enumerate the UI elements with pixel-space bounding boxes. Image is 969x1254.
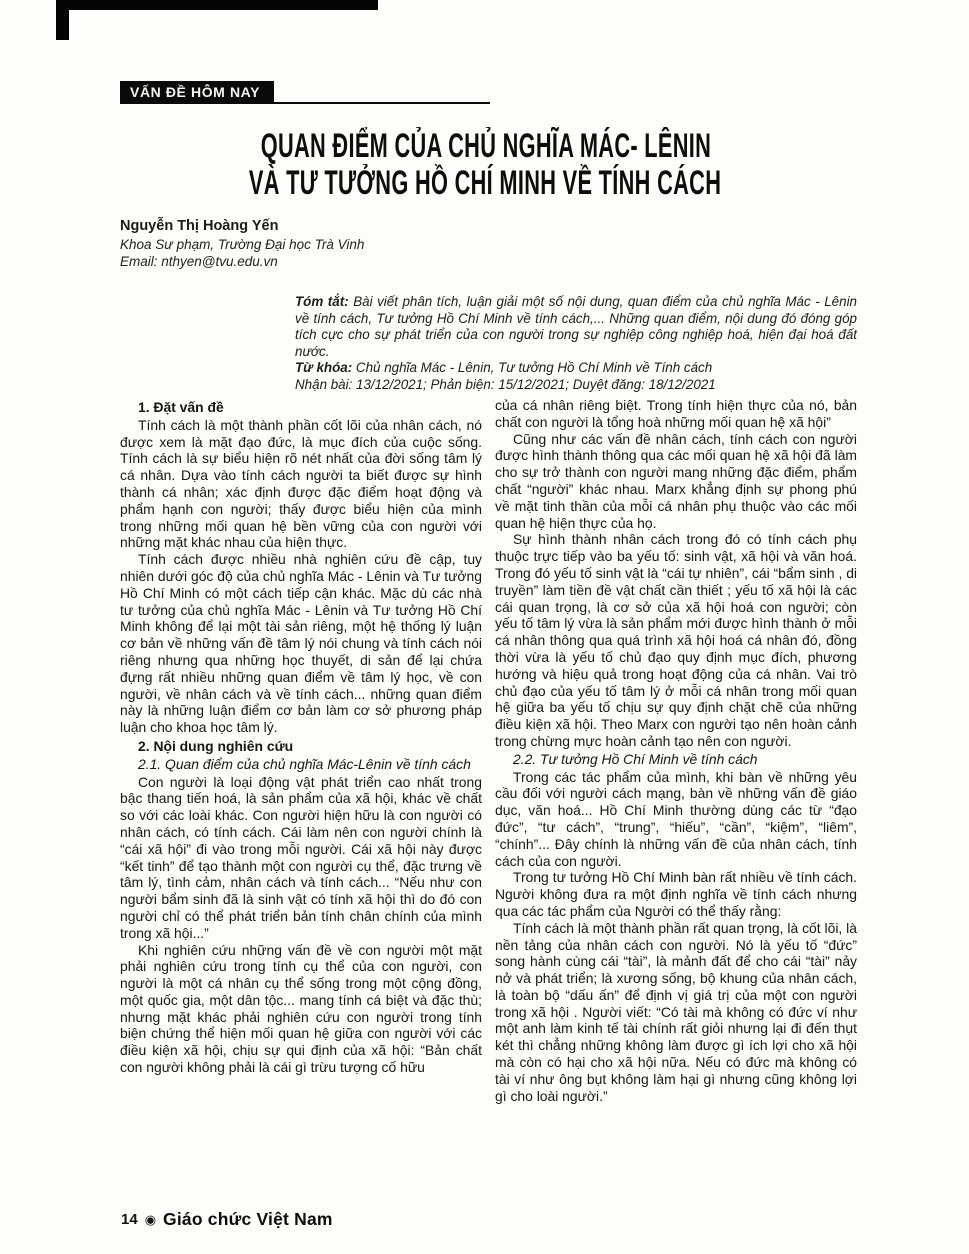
section-rule	[120, 102, 490, 104]
page-footer	[121, 1209, 333, 1230]
abstract-block	[295, 294, 857, 394]
page-number: 14	[121, 1211, 138, 1228]
paragraph: Tính cách được nhiều nhà nghiên cứu đề cập, tuy nhiên dưới góc độ của chủ nghĩa Mác - Lênin và Tư tưởng Hồ Chí Minh có một cách tiếp cận khác. Mặc dù các nhà tư tưởng của chủ nghĩa Mác - Lênin và Tư tưởng Hồ Chí Minh không để lại một tài sản riêng, một hệ thống lý luận cơ bản về những vấn đề tâm lý nói chung và tính cách nói riêng nhưng qua những học thuyết, di sản để lại chứa đựng rất nhiều những quan điểm về tâm lý học, về con người, về nhân cách và về tính cách... những quan điểm này là những luận điểm cơ bản làm cơ sở phương pháp luận cho khoa học tâm lý.	[120, 551, 482, 736]
paragraph: Khi nghiên cứu những vấn đề về con người một mặt phải nghiên cứu trong tính cụ thể của con người, con người là một cá nhân cụ thể sống trong một cộng đồng, một quốc gia, một dân tộc... mang tính cá biệt và đặc thù; nhưng mặt khác phải nghiên cứu con người trong tính biện chứng thể hiện mối quan hệ giữa con người với các điều kiện xã hội, chịu sự qui định của xã hội: “Bản chất con người không phải là cái gì trừu tượng cố hữu	[120, 941, 482, 1076]
subsection-heading-22: 2.2. Tư tưởng Hồ Chí Minh về tính cách	[513, 750, 758, 767]
paragraph: Trong tư tưởng Hồ Chí Minh bàn rất nhiều về tính cách. Người không đưa ra một định nghĩa về tính cách nhưng qua các tác phẩm của Người có thể thấy rằng:	[495, 869, 857, 919]
abstract-text: Bài viết phân tích, luận giải một số nội dung, quan điểm của chủ nghĩa Mác - Lênin về tính cách, Tư tưởng Hồ Chí Minh về tính cách,... Những quan điểm, nội dung đó đóng góp tích cực cho sự phát triển của con người trong sự nghiệp công nghiệp hoá, hiện đại hoá đất nước.	[295, 294, 857, 359]
paragraph: Tính cách là một thành phần rất quan trọng, là cốt lõi, là nền tảng của nhân cách con người. Nó là yếu tố “đức” song hành cùng cái “tài”, là mảnh đất để cho cái “tài” nảy nở và phát triển; là xương sống, bộ khung của nhân cách, là toàn bộ “dấu ấn” để định vị giá trị của một con người trong xã hội . Người viết: “Có tài mà không có đức ví như một anh làm kinh tế tài chính rất giỏi nhưng lại đi đến thụt két thì chẳng những không làm được gì ích lợi cho xã hội mà còn có hại cho xã hội nữa. Nếu có đức mà không có tài ví như ông bụt không làm hại gì nhưng cũng không lợi gì cho loài người.”	[495, 919, 857, 1104]
paragraph: Cũng như các vấn đề nhân cách, tính cách con người được hình thành thông qua các mối quan hệ xã hội đã làm cho sự trở thành con người mang những đặc điểm, phẩm chất “người” khác nhau. Marx khẳng định sự phong phú về mặt tinh thần của mỗi cá nhân phụ thuộc vào các mối quan hệ hiện thực của họ.	[495, 430, 857, 531]
subsection-heading-21: 2.1. Quan điểm của chủ nghĩa Mác-Lênin về tính cách	[138, 755, 471, 772]
article-title	[114, 128, 857, 202]
author-name: Nguyễn Thị Hoàng Yến	[120, 218, 279, 234]
keywords-text: Chủ nghĩa Mác - Lênin, Tư tưởng Hồ Chí Minh về Tính cách	[355, 360, 713, 376]
paragraph: Sự hình thành nhân cách trong đó có tính cách phụ thuộc trực tiếp vào ba yếu tố: sinh vật, xã hội và văn hoá. Trong đó yếu tố sinh vật là “cái tự nhiên”, cái “bẩm sinh , di truyền” làm tiền đề vật chất cần thiết ; yếu tố xã hội là các cái quan trọng, là cơ sở của xã hội hoá con người; còn yếu tố tâm lý vừa là sản phẩm mới được hình thành ở mỗi cá nhân thông qua quá trình xã hội hoá cá nhân đó, đồng thời vừa là yếu tố chủ đạo quy định mục đích, phương hướng và hiệu quả trong hoạt động của cá nhân. Vai trò chủ đạo của yếu tố tâm lý ở mỗi cá nhân trong mối quan hệ giữa ba yếu tố chịu sự quy định chặt chẽ của những điều kiện xã hội. Theo Marx con người tạo nên hoàn cảnh trong chừng mực hoàn cảnh tạo nên con người.	[495, 531, 857, 749]
author-email: Email: nthyen@tvu.edu.vn	[120, 254, 278, 269]
journal-logo-icon: ◉	[144, 1212, 157, 1227]
section-label: VẤN ĐỀ HÔM NAY	[120, 81, 274, 104]
right-column	[495, 397, 857, 1104]
paragraph-continuation: của cá nhân riêng biệt. Trong tính hiện thực của nó, bản chất con người là tổng hoà những mối quan hệ xã hội”	[495, 397, 857, 430]
scan-artifact-corner	[56, 0, 69, 40]
dates-line: Nhận bài: 13/12/2021; Phản biện: 15/12/2021; Duyệt đăng: 18/12/2021	[295, 376, 716, 392]
article-body	[120, 397, 858, 1104]
section-heading-1: 1. Đặt vấn đề	[138, 399, 224, 415]
abstract-label: Tóm tắt:	[295, 294, 349, 309]
scan-artifact-top-bar	[56, 0, 378, 10]
journal-name: Giáo chức Việt Nam	[163, 1209, 333, 1229]
keywords-line	[295, 360, 857, 377]
paragraph: Tính cách là một thành phần cốt lõi của nhân cách, nó được xem là mặt đạo đức, là mục đích của cuộc sống. Tính cách là sự biểu hiện rõ nét nhất của đời sống tâm lý cá nhân. Dựa vào tính cách người ta biết được sự hình thành cá nhân; xác định được đặc điểm hoạt động và phẩm hạnh con người; thấy được biểu hiện của mình trong những mối quan hệ bền vững của con người với những mặt khác nhau của hiện thực.	[120, 416, 482, 551]
article-title-line1: QUAN ĐIỂM CỦA CHỦ NGHĨA MÁC- LÊNIN	[260, 127, 711, 165]
abstract-paragraph	[295, 294, 857, 360]
paragraph: Trong các tác phẩm của mình, khi bàn về những yêu cầu đối với người cách mạng, bàn về những vấn đề giáo dục, văn hoá... Hồ Chí Minh thường dùng các từ “đạo đức”, “tư cách”, “trung”, “hiếu”, “cần”, “kiệm”, “liêm”, “chính”... Đây chính là những vấn đề của nhân cách, tính cách của con người.	[495, 768, 857, 869]
author-block	[120, 218, 364, 271]
section-heading-2: 2. Nội dung nghiên cứu	[138, 737, 294, 754]
paragraph: Con người là loại động vật phát triển cao nhất trong bậc thang tiến hoá, là sản phẩm của xã hội, khác về chất so với các loài khác. Con người hiện hữu là con người có nhân cách, có tính cách. Cái làm nên con người chính là “cái xã hội” đi vào trong mỗi người. Cái xã hội này được “kết tinh” để tạo thành một con người cụ thể, đặc trưng về tâm lý, tình cảm, nhân cách và tính cách... “Nếu như con người bẩm sinh đã là sinh vật có tính xã hội thì do đó con người chỉ có thể phát triển bản tính chân chính của mình trong xã hội...”	[120, 773, 482, 941]
left-column	[120, 397, 482, 1104]
section-banner	[120, 81, 490, 104]
article-title-line2: VÀ TƯ TƯỞNG HỒ CHÍ MINH VỀ TÍNH CÁCH	[249, 164, 722, 202]
keywords-label: Từ khóa:	[295, 360, 353, 376]
author-affiliation: Khoa Sư phạm, Trường Đại học Trà Vinh	[120, 236, 365, 252]
